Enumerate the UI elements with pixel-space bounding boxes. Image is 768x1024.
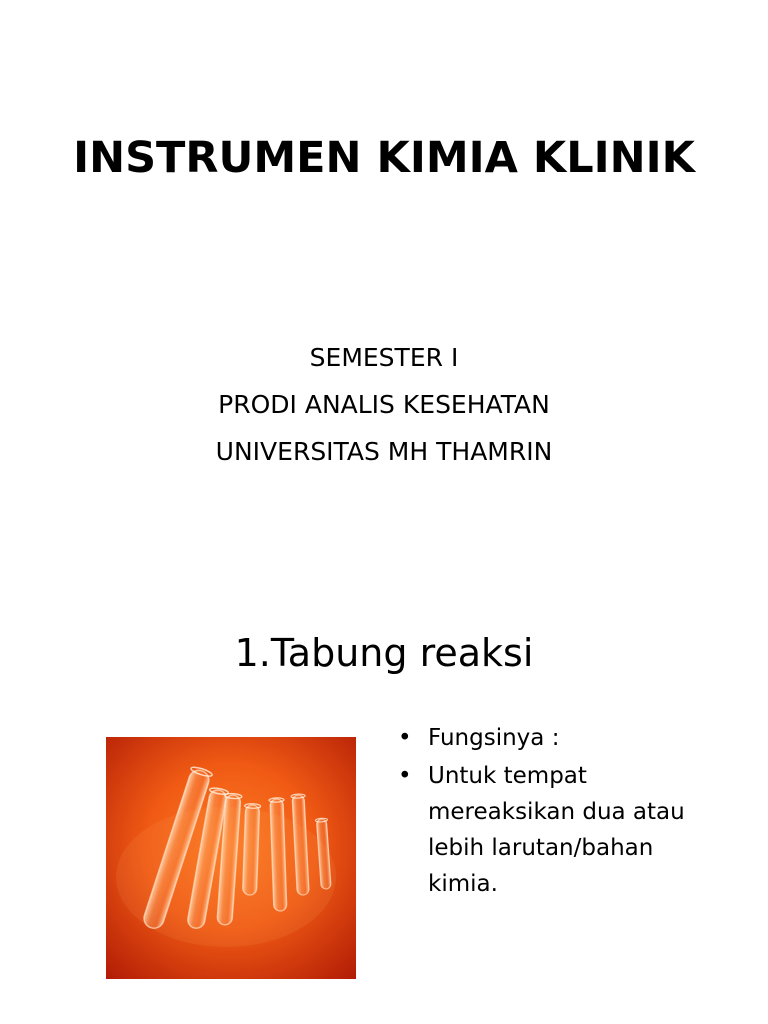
list-item [396, 720, 726, 756]
main-title: INSTRUMEN KIMIA KLINIK [73, 133, 695, 183]
bullet-list [396, 720, 726, 904]
subtitle-program: PRODI ANALIS KESEHATAN [218, 390, 550, 419]
bullet-icon: • [398, 763, 412, 789]
subtitle-university: UNIVERSITAS MH THAMRIN [215, 437, 553, 466]
section-title: 1.Tabung reaksi [234, 631, 534, 675]
test-tubes-icon [106, 737, 356, 979]
test-tubes-photo [106, 737, 356, 979]
bullet-text-function-description: Untuk tempat mereaksikan dua atau lebih larutan/bahan kimia. [428, 763, 685, 897]
subtitle-block [0, 334, 768, 475]
subtitle-semester: SEMESTER I [309, 343, 459, 372]
bullet-text-function-label: Fungsinya : [428, 725, 560, 751]
slide-tabung-reaksi [0, 560, 768, 1024]
bullet-icon: • [398, 725, 412, 751]
list-item [396, 758, 726, 902]
